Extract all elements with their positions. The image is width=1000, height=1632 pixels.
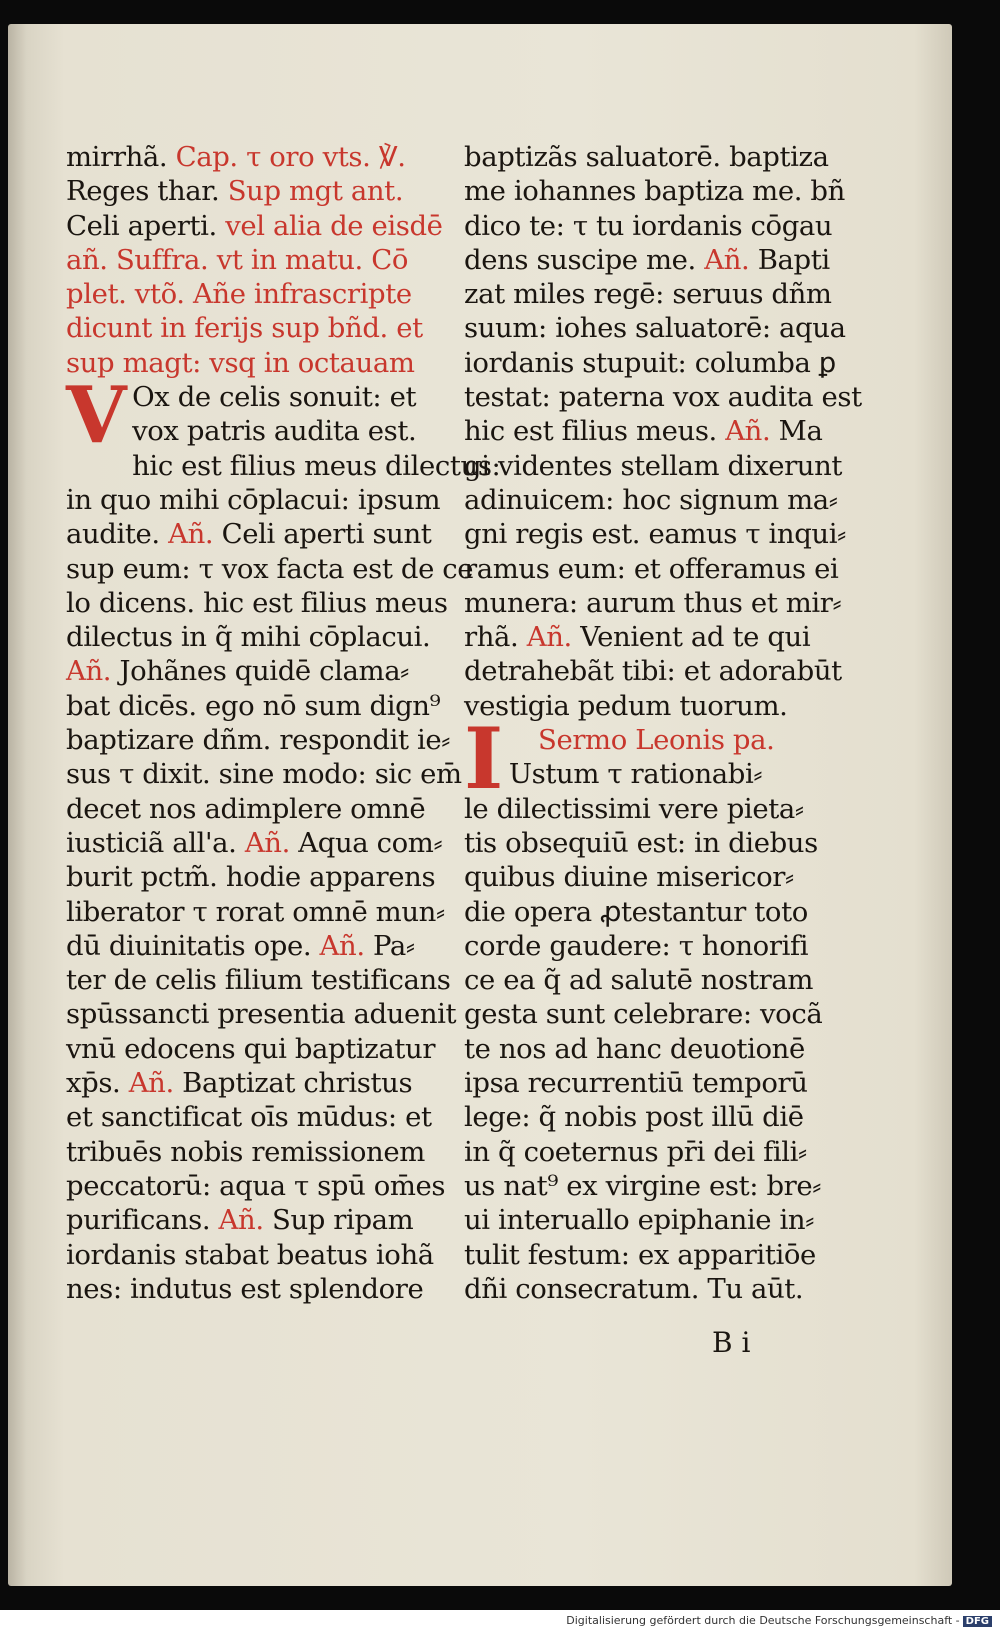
text-line [464,517,844,551]
body-text: in quo mihi cōplacui: ipsum [66,483,441,516]
right-body-block [464,140,862,723]
rubric-text: Añ. [66,655,112,688]
text-line [464,243,844,277]
body-text: vestigia pedum tuorum. [464,689,788,722]
body-text: ui interuallo epiphanie in⸗ [464,1204,814,1237]
body-text: mirrhã. [66,141,176,173]
text-line [66,826,446,860]
text-line [464,552,844,586]
text-line [464,1032,844,1066]
rubric-text: sup magt: vsq in octauam [66,346,415,379]
body-text: Baptizat christus [173,1067,413,1100]
text-line [66,723,450,757]
body-text: us nat⁹ ex virgine est: bre⸗ [464,1169,822,1202]
text-line [464,689,844,723]
rubric-text: Añ. [319,929,365,962]
body-text: vnū edocens qui baptizatur [66,1032,436,1065]
body-text: xp̄s. [66,1067,129,1100]
body-text: burit pctm̃. hodie apparens [66,861,436,894]
text-line [464,380,862,414]
body-text: quibus diuine misericor⸗ [464,861,794,894]
rubric-text: dicunt in ferijs sup bñd. et [66,312,423,345]
body-text: dens suscipe me. [464,243,705,276]
text-line [66,311,446,345]
rubric-text: plet. vtõ. Añe infrascripte [66,278,412,311]
text-line [464,620,844,654]
right-column [464,140,862,1306]
body-text: Venient ad te qui [571,621,811,654]
body-text: in q̃ coeternus pr̄i dei fili⸗ [464,1135,807,1168]
body-text: tis obsequiū est: in diebus [464,826,818,859]
text-line [464,346,844,380]
body-text: zat miles regē: seruus dñm [464,278,832,311]
text-line: vox patris audita est. [132,415,417,448]
left-rubric-block [66,140,446,380]
text-line [464,311,844,345]
right-sermon-text [464,792,844,1306]
body-text: ramus eum: et offeramus ei [464,552,839,585]
body-text: te nos ad hanc deuotionē [464,1032,805,1065]
body-text: Celi aperti sunt [213,518,432,551]
text-line [66,1272,446,1306]
body-text: le dilectissimi vere pieta⸗ [464,792,804,825]
text-line [464,1066,844,1100]
left-initial-block [66,370,446,462]
body-text: liberator τ rorat omnē mun⸗ [66,895,445,928]
text-line [464,929,844,963]
body-text: dilectus in q̃ mihi cōplacui. [66,621,431,654]
body-text: baptizãs saluatorē. baptiza [464,141,829,173]
rubric-text: Añ. [218,1204,264,1237]
text-line [464,277,844,311]
text-line [66,929,446,963]
left-column [66,140,501,1306]
text-line [66,792,446,826]
text-line [66,174,446,208]
body-text: purificans. [66,1204,219,1237]
text-line [464,414,844,448]
rubric-text: Añ. [725,415,771,448]
rubric-text: Añ. [128,1067,174,1100]
rubric-text: vel alia de eisdē [225,209,443,242]
text-line [66,483,446,517]
text-line [464,1135,844,1169]
body-text: lege: q̃ nobis post illū diē [464,1101,804,1134]
body-text: testat: paterna vox audita est [464,381,862,414]
text-line [464,483,844,517]
text-line [464,654,844,688]
text-line [66,346,446,380]
text-line [66,517,446,551]
text-line [464,1100,844,1134]
text-line [464,826,844,860]
body-text: Johãnes quidē clama⸗ [111,655,409,688]
body-text: Reges thar. [66,175,228,208]
text-line [464,860,844,894]
body-text: iordanis stupuit: columba ꝑ [464,346,836,379]
rubric-text: Sup mgt ant. [227,175,404,208]
text-line [66,586,446,620]
credit-text: Digitalisierung gefördert durch die Deutsche Forschungsgemeinschaft - [566,1614,960,1627]
text-line [66,963,451,997]
text-line [66,209,446,243]
body-text: rhã. [464,621,527,654]
text-line [66,620,446,654]
body-text: tribuēs nobis remissionem [66,1135,425,1168]
text-line [464,1272,844,1306]
text-line [66,277,446,311]
body-text: gni regis est. eamus τ inqui⸗ [464,518,846,551]
text-line [464,792,844,826]
body-text: munera: aurum thus et mir⸗ [464,586,842,619]
body-text: audite. [66,518,169,551]
text-line: Ox de celis sonuit: et [132,381,417,414]
rubric-text: añ. Suffra. vt in matu. Cō [66,243,409,276]
text-line [464,895,844,929]
rubric-text: Añ. [526,621,572,654]
digitization-credit [566,1614,992,1627]
rubric-text: Cap. τ oro vts. ℣. [175,141,406,173]
rubric-text: Añ. [168,518,214,551]
dfg-logo: DFG [963,1616,992,1627]
body-text: spūssancti presentia aduenit [66,998,457,1031]
body-text: corde gaudere: τ honorifi [464,929,809,962]
body-text: dñi consecratum. Tu aūt. [464,1272,804,1305]
body-text: lo dicens. hic est filius meus [66,586,448,619]
body-text: Aqua com⸗ [289,826,443,859]
body-text: detrahebãt tibi: et adorabūt [464,655,842,688]
text-line [66,1100,446,1134]
body-text: Pa⸗ [364,929,415,962]
text-line [66,654,446,688]
body-text: ipsa recurrentiū temporū [464,1067,808,1100]
body-text: bat dicēs. ego nō sum dign⁹ [66,689,441,722]
body-text: hic est filius meus. [464,415,726,448]
text-line [66,1066,446,1100]
body-text: peccatorū: aqua τ spū om̄es [66,1169,446,1202]
body-text: iordanis stabat beatus iohã [66,1238,434,1271]
text-line [464,174,844,208]
text-line: Ustum τ rationabi⸗ [508,758,763,791]
body-text: Ma [770,415,823,448]
body-text: et sanctificat oīs mūdus: et [66,1101,432,1134]
body-text: iusticiã all'a. [66,826,245,859]
text-line [66,1238,446,1272]
text-line [464,1238,844,1272]
text-line [66,1203,446,1237]
text-line [66,140,446,174]
text-line [464,963,844,997]
body-text: adinuicem: hoc signum ma⸗ [464,483,838,516]
body-text: ter de celis filium testificans [66,964,451,997]
text-line [66,895,446,929]
body-text: tulit festum: ex apparitiōe [464,1238,816,1271]
sermon-heading: Sermo Leonis pa. [538,724,775,757]
text-line [464,586,844,620]
text-line [464,1203,844,1237]
body-text: gesta sunt celebrare: vocã [464,998,823,1031]
text-line [66,1135,446,1169]
body-text: die opera ꝓtestantur toto [464,895,808,928]
body-text: Celi aperti. [66,209,226,242]
text-line [66,997,457,1031]
body-text: baptizare dñm. respondit ie⸗ [66,724,450,757]
text-line [464,209,844,243]
body-text: decet nos adimplere omnē [66,792,426,825]
body-text: Sup ripam [263,1204,414,1237]
body-text: me iohannes baptiza me. bñ [464,175,845,208]
rubric-text: Añ. [244,826,290,859]
text-line [66,552,474,586]
text-line [66,1032,446,1066]
body-text: sus τ dixit. sine modo: sic em̄ [66,758,462,791]
body-text: suum: iohes saluatorē: aqua [464,312,846,345]
signature-mark: B i [712,1326,751,1359]
body-text: Bapti [749,243,830,276]
body-text: dico te: τ tu iordanis cōgau [464,209,833,242]
drop-initial: V [66,370,127,462]
text-line [66,243,446,277]
text-line [66,689,446,723]
text-line [464,997,844,1031]
text-line [66,757,462,791]
drop-initial: I [464,709,503,809]
text-line [464,449,844,483]
body-text: ce ea q̃ ad salutē nostram [464,964,814,997]
rubric-text: Añ. [704,243,750,276]
body-text: nes: indutus est splendore [66,1272,424,1305]
body-text: sup eum: τ vox facta est de ce [66,552,474,585]
body-text: dū diuinitatis ope. [66,929,320,962]
text-line [66,1169,446,1203]
body-text: hic est filius meus dilectus: [132,449,501,482]
text-line [464,1169,844,1203]
text-line [464,140,844,174]
text-line [66,860,446,894]
body-text: gi videntes stellam dixerunt [464,449,843,482]
